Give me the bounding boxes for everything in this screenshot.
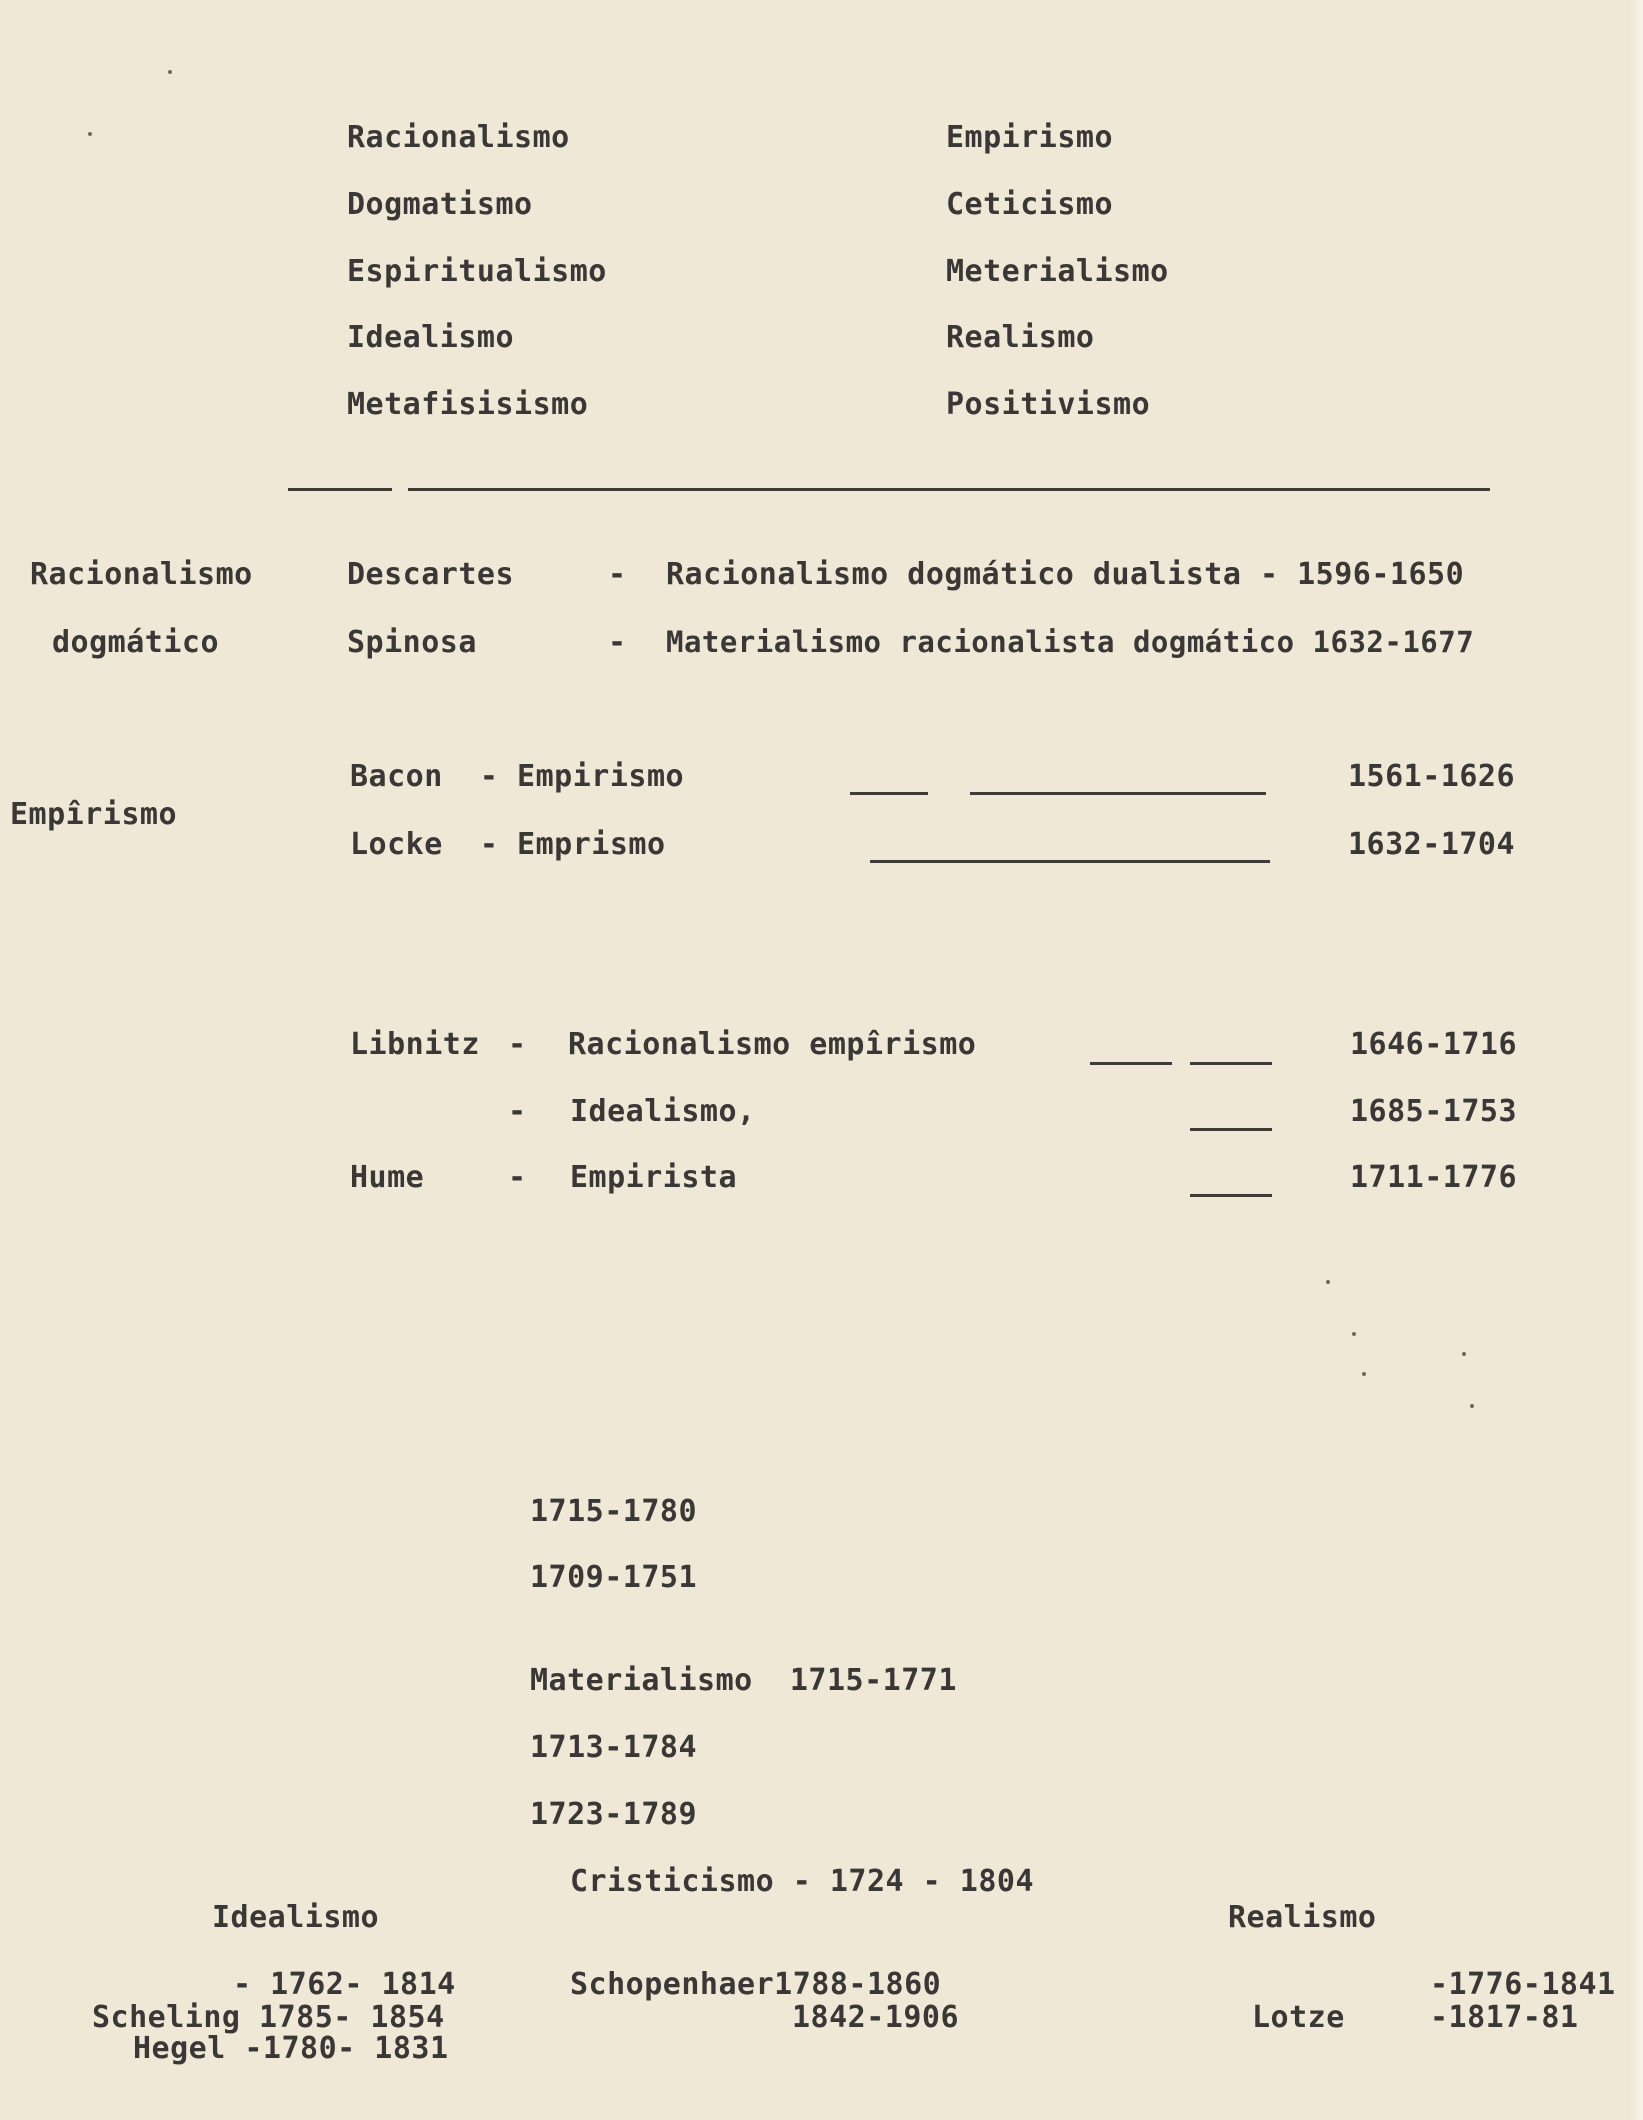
date-range: 1723-1789	[530, 1797, 698, 1832]
philosopher-name: Hume	[350, 1160, 425, 1195]
dash: -	[608, 557, 627, 592]
connector-line	[1190, 1194, 1272, 1197]
ink-speck	[1462, 1352, 1466, 1356]
doctrine-item: Metafisisismo	[347, 387, 589, 422]
ink-speck	[1470, 1404, 1474, 1408]
doctrine-item: Espiritualismo	[347, 254, 607, 289]
doctrine-item: Dogmatismo	[347, 187, 533, 222]
schopenhauer-entry: Schopenhaer1788-1860	[570, 1967, 942, 2002]
life-years: 1632-1704	[1348, 827, 1516, 862]
rationalism-label: Racionalismo	[30, 557, 253, 592]
doctrine-item: Racionalismo	[347, 120, 570, 155]
page-edge	[1629, 0, 1643, 2120]
section-divider	[408, 488, 1490, 491]
connector-line	[870, 860, 1270, 863]
date-range: Materialismo 1715-1771	[530, 1663, 957, 1698]
realism-entry: Lotze	[1252, 2000, 1345, 2035]
philosopher-entry: Bacon - Empirismo	[350, 759, 685, 794]
philosopher-description: Racionalismo dogmático dualista - 1596-1650	[666, 557, 1465, 592]
criticism-entry: Cristicismo - 1724 - 1804	[570, 1864, 1035, 1899]
dash: -	[508, 1160, 527, 1195]
idealism-heading: Idealismo	[212, 1900, 380, 1935]
connector-line	[970, 792, 1266, 795]
philosopher-description: Idealismo,	[570, 1094, 756, 1129]
doctrine-item: Ceticismo	[946, 187, 1114, 222]
realism-entry: -1776-1841	[1430, 1967, 1616, 2002]
idealism-entry: Hegel -1780- 1831	[133, 2031, 449, 2066]
philosopher-name: Libnitz	[350, 1027, 480, 1062]
connector-line	[1190, 1062, 1272, 1065]
ink-speck	[1362, 1372, 1366, 1376]
philosopher-description: Racionalismo empîrismo	[568, 1027, 977, 1062]
date-range: 1715-1780	[530, 1494, 698, 1529]
philosopher-description: Empirista	[570, 1160, 738, 1195]
connector-line	[1090, 1062, 1172, 1065]
schopenhauer-entry: 1842-1906	[792, 2000, 960, 2035]
doctrine-item: Idealismo	[347, 320, 515, 355]
date-range: 1709-1751	[530, 1560, 698, 1595]
dash: -	[608, 625, 627, 660]
dash: -	[508, 1027, 527, 1062]
connector-line	[1190, 1128, 1272, 1131]
rationalism-label: dogmático	[52, 625, 220, 660]
doctrine-item: Meterialismo	[946, 254, 1169, 289]
philosopher-description: Materialismo racionalista dogmático 1632-1677	[666, 625, 1475, 659]
philosopher-name: Spinosa	[347, 625, 477, 660]
ink-speck	[1326, 1280, 1330, 1284]
philosopher-name: Descartes	[347, 557, 515, 592]
doctrine-item: Empirismo	[946, 120, 1114, 155]
ink-speck	[168, 70, 172, 74]
empiricism-label: Empîrismo	[10, 797, 178, 832]
philosopher-entry: Locke - Emprismo	[350, 827, 666, 862]
doctrine-item: Positivismo	[946, 387, 1151, 422]
ink-speck	[88, 132, 92, 136]
life-years: 1711-1776	[1350, 1160, 1518, 1195]
idealism-entry: - 1762- 1814	[233, 1967, 456, 2002]
connector-line	[850, 792, 928, 795]
life-years: 1685-1753	[1350, 1094, 1518, 1129]
date-range: 1713-1784	[530, 1730, 698, 1765]
life-years: 1646-1716	[1350, 1027, 1518, 1062]
ink-speck	[1352, 1332, 1356, 1336]
life-years: 1561-1626	[1348, 759, 1516, 794]
idealism-entry: Scheling 1785- 1854	[92, 2000, 445, 2035]
realism-heading: Realismo	[1228, 1900, 1377, 1935]
doctrine-item: Realismo	[946, 320, 1095, 355]
realism-entry: -1817-81	[1430, 2000, 1579, 2035]
dash: -	[508, 1094, 527, 1129]
section-divider	[288, 488, 392, 491]
